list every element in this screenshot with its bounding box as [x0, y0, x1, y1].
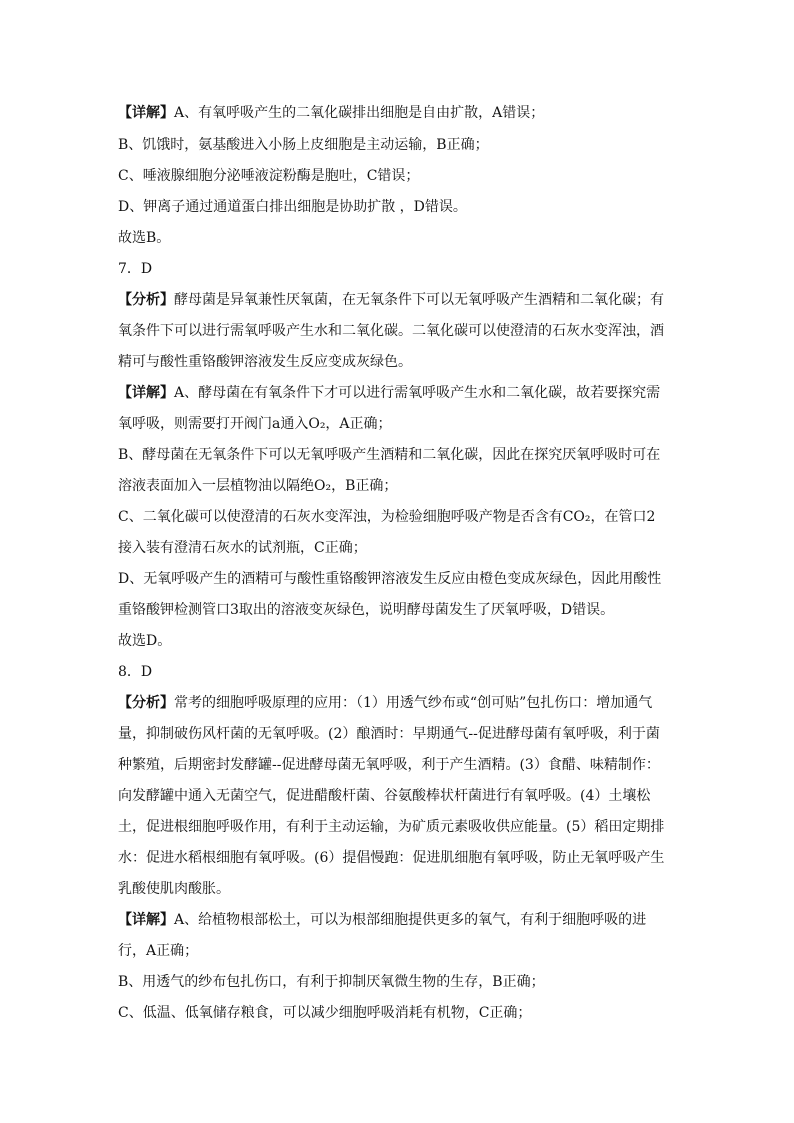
line-text: 向发酵罐中通入无菌空气，促进醋酸杆菌、谷氨酸棒状杆菌进行有氧呼吸。(4）土壤松 — [118, 788, 651, 804]
text-line — [118, 507, 678, 527]
line-text: 溶液表面加入一层植物油以隔绝O₂，B正确； — [118, 478, 398, 494]
line-text: A、酵母菌在有氧条件下才可以进行需氧呼吸产生水和二氧化碳，故若要探究需 — [174, 385, 661, 401]
text-line — [118, 972, 678, 992]
text-line — [118, 848, 678, 868]
line-text: 重铬酸钾检测管口3取出的溶液变灰绿色，说明酵母菌发生了厌氧呼吸，D错误。 — [118, 602, 615, 618]
text-line — [118, 879, 678, 899]
line-text: 水：促进水稻根细胞有氧呼吸。(6）提倡慢跑：促进肌细胞有氧呼吸，防止无氧呼吸产生 — [118, 850, 665, 866]
line-text: B、酵母菌在无氧条件下可以无氧呼吸产生酒精和二氧化碳，因此在探究厌氧呼吸时可在 — [118, 447, 661, 463]
text-line — [118, 383, 678, 403]
section-tag: 【分析】 — [118, 695, 174, 711]
text-line — [118, 538, 678, 558]
line-text: 氧呼吸，则需要打开阀门a通入O₂，A正确； — [118, 416, 392, 432]
section-tag: 【详解】 — [118, 385, 174, 401]
section-tag: 【详解】 — [118, 105, 174, 121]
text-line — [118, 1003, 678, 1023]
line-text: 氧条件下可以进行需氧呼吸产生水和二氧化碳。二氧化碳可以使澄清的石灰水变浑浊，酒 — [118, 323, 664, 339]
line-text: A、有氧呼吸产生的二氧化碳排出细胞是自由扩散，A错误； — [174, 105, 545, 121]
line-text: 7．D — [118, 261, 153, 277]
text-line — [118, 352, 678, 372]
text-line — [118, 755, 678, 775]
question-number — [118, 662, 678, 682]
line-text: 常考的细胞呼吸原理的应用：（1）用透气纱布或“创可贴”包扎伤口：增加通气 — [174, 695, 653, 711]
line-text: 故选D。 — [118, 633, 172, 649]
line-text: 种繁殖，后期密封发酵罐--促进酵母菌无氧呼吸，利于产生酒精。(3）食醋、味精制作： — [118, 757, 660, 773]
line-text: 乳酸使肌肉酸胀。 — [118, 881, 230, 897]
text-line — [118, 445, 678, 465]
text-line — [118, 600, 678, 620]
text-line — [118, 197, 678, 217]
text-line — [118, 631, 678, 651]
line-text: 精可与酸性重铬酸钾溶液发生反应变成灰绿色。 — [118, 354, 412, 370]
line-text: 量，抑制破伤风杆菌的无氧呼吸。(2）酿酒时：早期通气--促进酵母菌有氧呼吸，利于菌 — [118, 726, 660, 742]
line-text: B、饥饿时，氨基酸进入小肠上皮细胞是主动运输，B正确； — [118, 137, 489, 153]
text-line — [118, 786, 678, 806]
line-text: 故选B。 — [118, 230, 171, 246]
text-line — [118, 910, 678, 930]
text-line — [118, 135, 678, 155]
text-line — [118, 166, 678, 186]
line-text: B、用透气的纱布包扎伤口，有利于抑制厌氧微生物的生存，B正确； — [118, 974, 545, 990]
line-text: D、钾离子通过通道蛋白排出细胞是协助扩散 ，D错误。 — [118, 199, 467, 215]
line-text: D、无氧呼吸产生的酒精可与酸性重铬酸钾溶液发生反应由橙色变成灰绿色，因此用酸性 — [118, 571, 662, 587]
line-text: C、低温、低氧储存粮食，可以减少细胞呼吸消耗有机物，C正确； — [118, 1005, 532, 1021]
text-line — [118, 817, 678, 837]
line-text: 接入装有澄清石灰水的试剂瓶，C正确； — [118, 540, 367, 556]
text-line — [118, 103, 678, 123]
line-text: C、二氧化碳可以使澄清的石灰水变浑浊，为检验细胞呼吸产物是否含有CO₂，在管口2 — [118, 509, 656, 525]
text-line — [118, 941, 678, 961]
text-line — [118, 414, 678, 434]
text-line — [118, 290, 678, 310]
text-line — [118, 228, 678, 248]
line-text: C、唾液腺细胞分泌唾液淀粉酶是胞吐，C错误； — [118, 168, 420, 184]
line-text: 行，A正确； — [118, 943, 199, 959]
line-text: 土，促进根细胞呼吸作用，有利于主动运输，为矿质元素吸收供应能量。(5）稻田定期排 — [118, 819, 665, 835]
line-text: A、给植物根部松土，可以为根部细胞提供更多的氧气，有利于细胞呼吸的进 — [174, 912, 647, 928]
text-line — [118, 693, 678, 713]
line-text: 8．D — [118, 664, 153, 680]
text-line — [118, 476, 678, 496]
section-tag: 【分析】 — [118, 292, 174, 308]
text-line — [118, 321, 678, 341]
text-line — [118, 569, 678, 589]
question-number — [118, 259, 678, 279]
section-tag: 【详解】 — [118, 912, 174, 928]
text-line — [118, 724, 678, 744]
line-text: 酵母菌是异氧兼性厌氧菌，在无氧条件下可以无氧呼吸产生酒精和二氧化碳；有 — [174, 292, 664, 308]
